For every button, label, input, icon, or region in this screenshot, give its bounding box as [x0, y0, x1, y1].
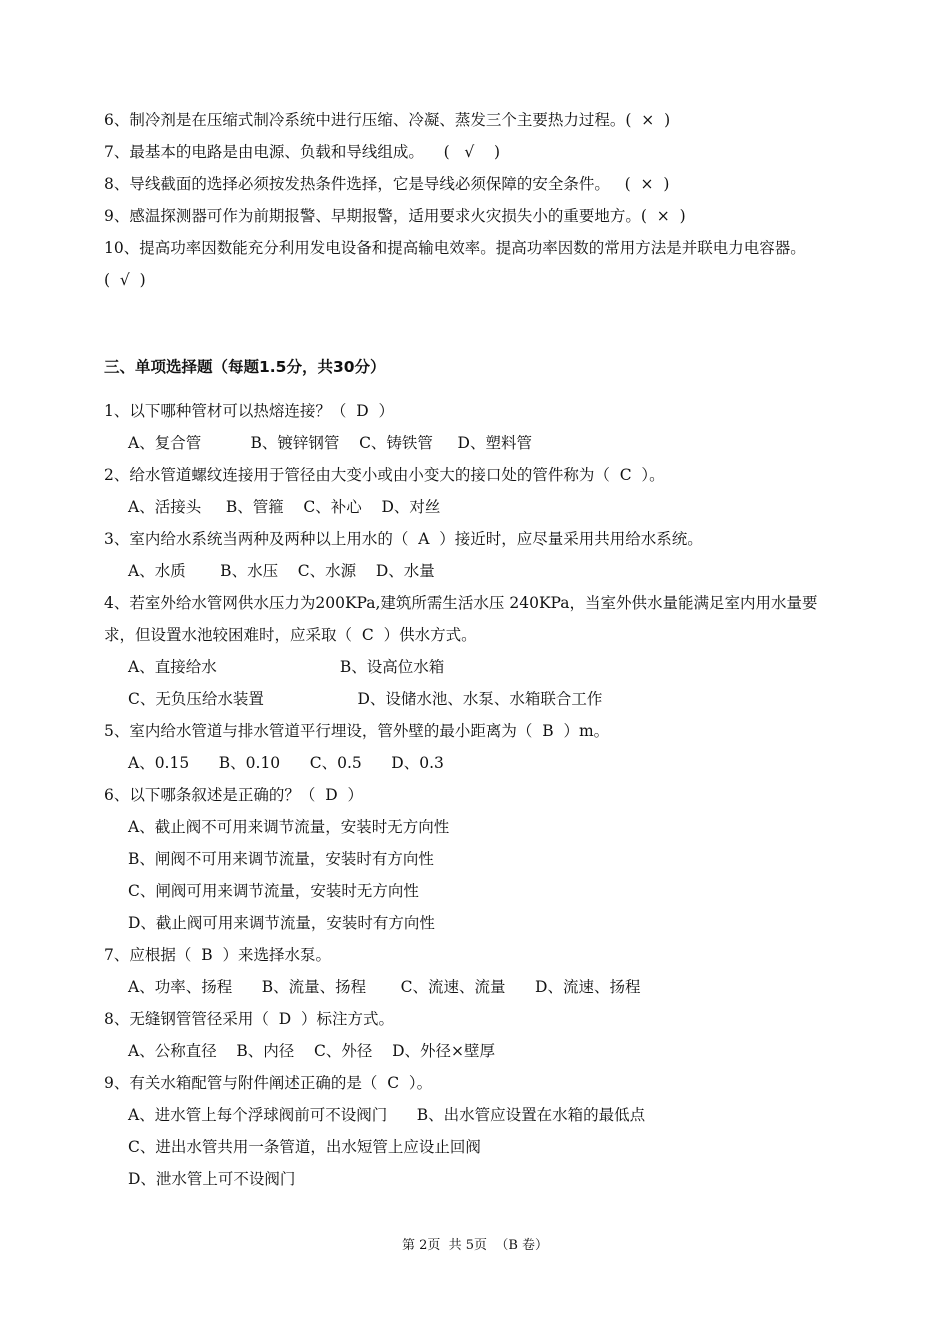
question-7: 7、应根据（ B ）来选择水泵。 — [104, 946, 331, 964]
tf-item-7: 7、最基本的电路是由电源、负载和导线组成。 ( √ ) — [104, 143, 501, 161]
question-4-options-cd: C、无负压给水装置 D、设储水池、水泵、水箱联合工作 — [128, 690, 603, 708]
section-title: 三、单项选择题（每题1.5分，共30分） — [104, 358, 386, 376]
question-6-option-a: A、截止阀不可用来调节流量，安装时无方向性 — [128, 818, 450, 836]
question-6-option-c: C、闸阀可用来调节流量，安装时无方向性 — [128, 882, 419, 900]
tf-item-6: 6、制冷剂是在压缩式制冷系统中进行压缩、冷凝、蒸发三个主要热力过程。( × ) — [104, 111, 671, 129]
question-4: 4、若室外给水管网供水压力为200KPa,建筑所需生活水压 240KPa，当室外供水量能满足室内用水量要 — [104, 594, 818, 612]
question-7-options: A、功率、扬程 B、流量、扬程 C、流速、流量 D、流速、扬程 — [128, 978, 641, 996]
question-4-options-ab: A、直接给水 B、设高位水箱 — [128, 658, 445, 676]
tf-item-8: 8、导线截面的选择必须按发热条件选择，它是导线必须保障的安全条件。 ( × ) — [104, 175, 670, 193]
question-6-option-b: B、闸阀不可用来调节流量，安装时有方向性 — [128, 850, 434, 868]
question-6: 6、以下哪条叙述是正确的？（ D ） — [104, 786, 363, 804]
tf-item-10: 10、提高功率因数能充分利用发电设备和提高输电效率。提高功率因数的常用方法是并联电力电容器。 — [104, 239, 806, 257]
question-9-option-c: C、进出水管共用一条管道，出水短管上应设止回阀 — [128, 1138, 481, 1156]
question-9: 9、有关水箱配管与附件阐述正确的是（ C ）。 — [104, 1074, 433, 1092]
question-2: 2、给水管道螺纹连接用于管径由大变小或由小变大的接口处的管件称为（ C ）。 — [104, 466, 665, 484]
question-5: 5、室内给水管道与排水管道平行埋设，管外壁的最小距离为（ B ）m。 — [104, 722, 610, 740]
question-4-cont: 求，但设置水池较困难时，应采取（ C ）供水方式。 — [104, 626, 477, 644]
page-footer: 第 2页 共 5页 （B 卷） — [401, 1238, 549, 1253]
question-3: 3、室内给水系统当两种及两种以上用水的（ A ）接近时，应尽量采用共用给水系统。 — [104, 530, 703, 548]
question-6-option-d: D、截止阀可用来调节流量，安装时有方向性 — [128, 914, 435, 932]
question-5-options: A、0.15 B、0.10 C、0.5 D、0.3 — [128, 754, 444, 772]
question-3-options: A、水质 B、水压 C、水源 D、水量 — [128, 562, 435, 580]
question-9-options-ab: A、进水管上每个浮球阀前可不设阀门 B、出水管应设置在水箱的最低点 — [128, 1106, 646, 1124]
tf-item-10-answer: ( √ ) — [104, 271, 146, 289]
question-8-options: A、公称直径 B、内径 C、外径 D、外径×壁厚 — [128, 1042, 495, 1060]
tf-item-9: 9、感温探测器可作为前期报警、早期报警，适用要求火灾损失小的重要地方。( × ) — [104, 207, 686, 225]
question-2-options: A、活接头 B、管箍 C、补心 D、对丝 — [128, 498, 441, 516]
question-9-option-d: D、泄水管上可不设阀门 — [128, 1170, 296, 1188]
question-8: 8、无缝钢管管径采用（ D ）标注方式。 — [104, 1010, 394, 1028]
question-1-options: A、复合管 B、镀锌钢管 C、铸铁管 D、塑料管 — [128, 434, 532, 452]
question-1: 1、以下哪种管材可以热熔连接？（ D ） — [104, 402, 394, 420]
